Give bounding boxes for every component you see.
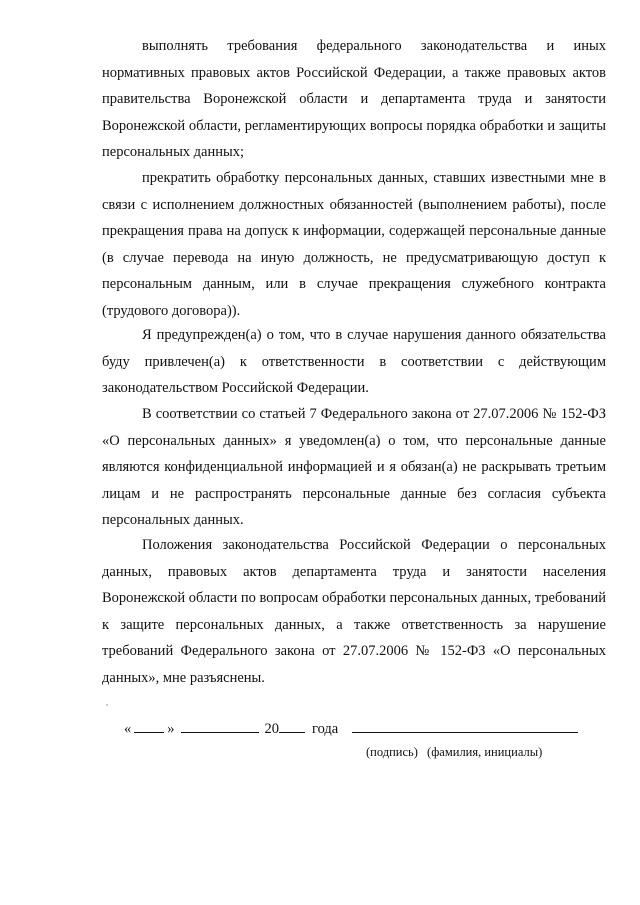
paragraph-warning: Я предупрежден(а) о том, что в случае нарушения данного обязательства буду привлечен(а) к ответственности в соответствии с действующим законодательством Российской Федерации. (102, 327, 606, 397)
signature-name-blank[interactable] (352, 718, 578, 733)
body-text-2 (102, 165, 606, 325)
body-text-4 (102, 401, 606, 534)
caption-signature: (подпись) (366, 745, 418, 759)
paragraph-notification: В соответствии со статьей 7 Федерального закона от 27.07.2006 № 152-ФЗ «О персональных данных» я уведомлен(а) о том, что персональные данные являются конфиденциальной информацией и я обязан(а) не раскрывать третьим лицам и не распространять персональные данные без согласия субъекта персональных данных. (102, 406, 606, 529)
signature-caption (366, 745, 542, 760)
quote-close: » (167, 721, 175, 737)
paragraph-obligations: выполнять требования федерального законодательства и иных нормативных правовых актов Российской Федерации, а также правовых актов правительства Воронежской области и департамента труда и занятости Воронежской области, регламентирующих вопросы порядка обработки и защиты персональных данных; (102, 38, 606, 161)
year-prefix: 20 (264, 721, 279, 737)
paragraph-stop-processing: прекратить обработку персональных данных, ставших известными мне в связи с исполнением должностных обязанностей (выполнением работы), после прекращения права на допуск к информации, содержащей персональные данные (в случае перевода на иную должность, не предусматривающую доступ к персональным данным, или в случае прекращения служебного контракта (трудового договора)). (102, 170, 606, 319)
body-text-5 (102, 532, 606, 692)
day-blank[interactable] (134, 718, 164, 733)
year-blank[interactable] (279, 718, 305, 733)
signature-date-line (124, 718, 581, 738)
paragraph-explained: Положения законодательства Российской Федерации о персональных данных, правовых актов департамента труда и занятости населения Воронежской области по вопросам обработки персональных данных, требований к защите персональных данных, а также ответственность за нарушение требований Федерального закона от 27.07.2006 № 152-ФЗ «О персональных данных», мне разъяснены. (102, 537, 606, 686)
caption-name: (фамилия, инициалы) (427, 745, 543, 759)
body-text-3 (102, 322, 606, 402)
year-suffix: года (312, 721, 339, 737)
scan-speck (106, 704, 108, 706)
month-blank[interactable] (181, 718, 259, 733)
quote-open: « (124, 721, 132, 737)
body-text (102, 33, 606, 166)
